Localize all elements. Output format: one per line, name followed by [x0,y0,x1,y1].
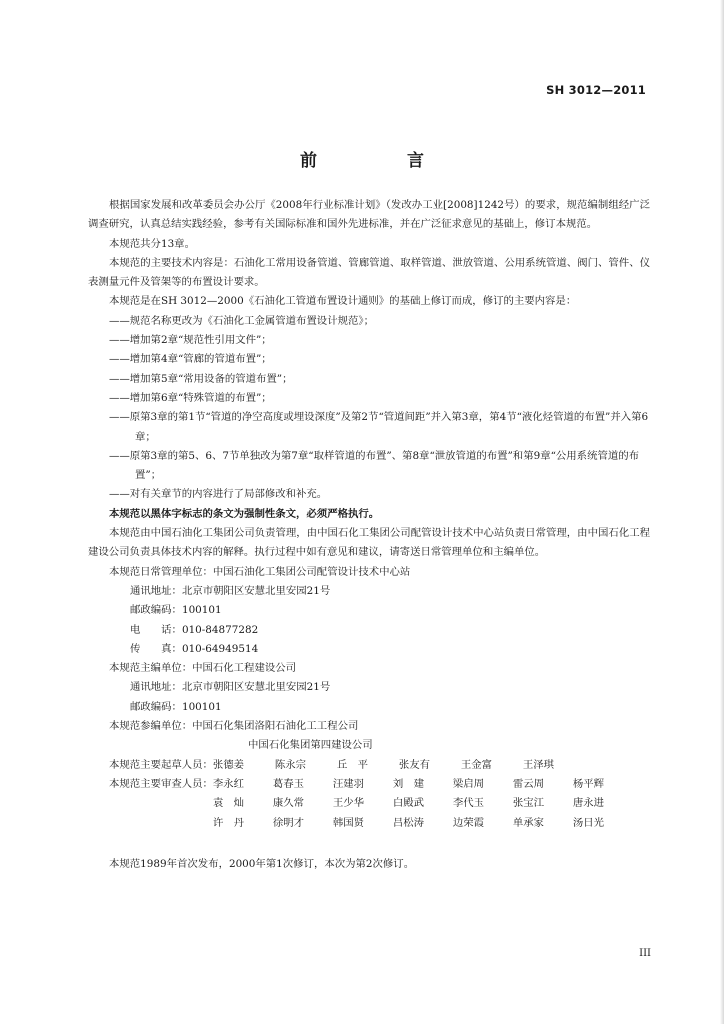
person-name: 王泽琪 [522,758,555,771]
person-name: 张德姜 [212,758,245,771]
change-item: ——增加第4章“管廊的管道布置”； [109,353,272,366]
chief-editor-postcode [88,698,650,717]
paragraph-history: 本规范1989年首次发布，2000年第1次修订，本次为第2次修订。 [109,857,415,870]
person-name: 单承家 [512,816,545,829]
daily-mgmt-name: 中国石油化工集团公司配管设计技术中心站 [212,565,411,578]
reviewers-names [213,775,633,833]
daily-mgmt-address [88,582,650,601]
participant-units [88,717,650,736]
daily-mgmt-phone [88,621,650,640]
person-name: 李永红 [212,777,245,790]
paragraph-management: 本规范由中国石油化工集团公司负责管理，由中国石化工集团公司配管设计技术中心站负责日常管理，由中国石化工程建设公司负责具体技术内容的解释。执行过程中如有意见和建议，请寄送日常管理单位和主编单位。 [88,527,650,559]
chief-editor-address [88,678,650,697]
fax-label: 传 真： [130,642,182,655]
change-item: ——原第3章的第5、6、7节单独改为第7章“取样管道的布置”、第8章“泄放管道的布置”和第9章“公用系统管道的布置”； [109,449,640,482]
change-item: ——增加第5章“常用设备的管道布置”； [109,372,293,385]
daily-mgmt-postcode [88,601,650,620]
paragraph-content: 本规范的主要技术内容是：石油化工常用设备管道、管廊管道、取样管道、泄放管道、公用系统管道、阀门、管件、仪表测量元件及管架等的布置设计要求。 [88,256,650,289]
page-title: 前 言 [300,151,466,171]
person-name: 白殿武 [392,797,425,810]
person-name: 袁 灿 [212,797,245,810]
mandatory-notice: 本规范以黑体字标志的条文为强制性条文，必须严格执行。 [109,507,380,520]
reviewers-row [88,775,650,833]
person-name: 张宝江 [512,797,545,810]
participant-unit: 中国石化集团第四建设公司 [248,739,373,752]
person-name: 杨平辉 [572,777,605,790]
chief-editor-unit [88,659,650,678]
person-name: 徐明才 [272,816,305,829]
person-name: 韩国贤 [332,816,365,829]
phone-value: 010-84877282 [181,623,259,636]
postcode-label: 邮政编码： [130,700,182,713]
standard-code: SH 3012—2011 [546,83,646,97]
person-name: 王金富 [460,758,493,771]
phone-label: 电 话： [130,623,182,636]
change-item: ——规范名称更改为《石油化工金属管道布置设计规范》； [109,314,374,327]
change-item: ——对有关章节的内容进行了局部修改和补充。 [109,488,328,501]
drafters-row [88,756,650,775]
reviewers-label: 本规范主要审查人员： [109,777,213,790]
person-name: 康久常 [272,797,305,810]
daily-mgmt-label: 本规范日常管理单位： [109,565,213,578]
person-name: 陈永宗 [274,758,307,771]
paragraph-basis: 根据国家发展和改革委员会办公厅《2008年行业标准计划》（发改办工业[2008]1242号）的要求，规范编制组经广泛调查研究，认真总结实践经验，参考有关国际标准和国外先进标准，并在广泛征求意见的基础上，修订本规范。 [88,199,650,231]
paragraph-revision: 本规范是在SH 3012—2000《石油化工管道布置设计通则》的基础上修订而成，修订的主要内容是： [109,295,577,308]
person-name: 张友有 [398,758,431,771]
participants-label: 本规范参编单位： [109,720,193,733]
person-name: 丘 平 [336,758,369,771]
participant-unit: 中国石化集团洛阳石油化工工程公司 [192,720,359,733]
drafters-label: 本规范主要起草人员： [109,758,213,771]
chief-editor-name: 中国石化工程建设公司 [192,662,297,675]
daily-mgmt-unit [88,563,650,582]
person-name: 唐永进 [572,797,605,810]
postcode-value: 100101 [181,700,222,713]
person-name: 刘 建 [392,777,425,790]
chief-editor-label: 本规范主编单位： [109,662,193,675]
person-name: 汪建羽 [332,777,365,790]
spacer [88,833,650,855]
address-value: 北京市朝阳区安慧北里安园21号 [181,584,331,597]
address-value: 北京市朝阳区安慧北里安园21号 [181,681,331,694]
person-name: 梁启周 [452,777,485,790]
person-name: 李代玉 [452,797,485,810]
person-name: 葛春玉 [272,777,305,790]
fax-value: 010-64949514 [181,642,259,655]
page-number: III [639,948,651,959]
postcode-value: 100101 [181,604,222,617]
preface-body [88,196,650,874]
change-item: ——增加第6章“特殊管道的布置”； [109,391,272,404]
person-name: 吕松涛 [392,816,425,829]
postcode-label: 邮政编码： [130,604,182,617]
person-name: 汤日光 [572,816,605,829]
daily-mgmt-fax [88,640,650,659]
person-name: 许 丹 [212,816,245,829]
person-name: 雷云周 [512,777,545,790]
person-name: 王少华 [332,797,365,810]
paragraph-chapters: 本规范共分13章。 [109,237,195,250]
change-item: ——原第3章的第1节“管道的净空高度或埋设深度”及第2节“管道间距”并入第3章，第4节“液化烃管道的布置”并入第6章； [109,411,649,443]
drafters-names [213,756,585,775]
person-name: 边荣霞 [452,816,485,829]
address-label: 通讯地址： [130,584,182,597]
changes-list [88,312,650,505]
address-label: 通讯地址： [130,681,182,694]
change-item: ——增加第2章“规范性引用文件”； [109,334,272,347]
